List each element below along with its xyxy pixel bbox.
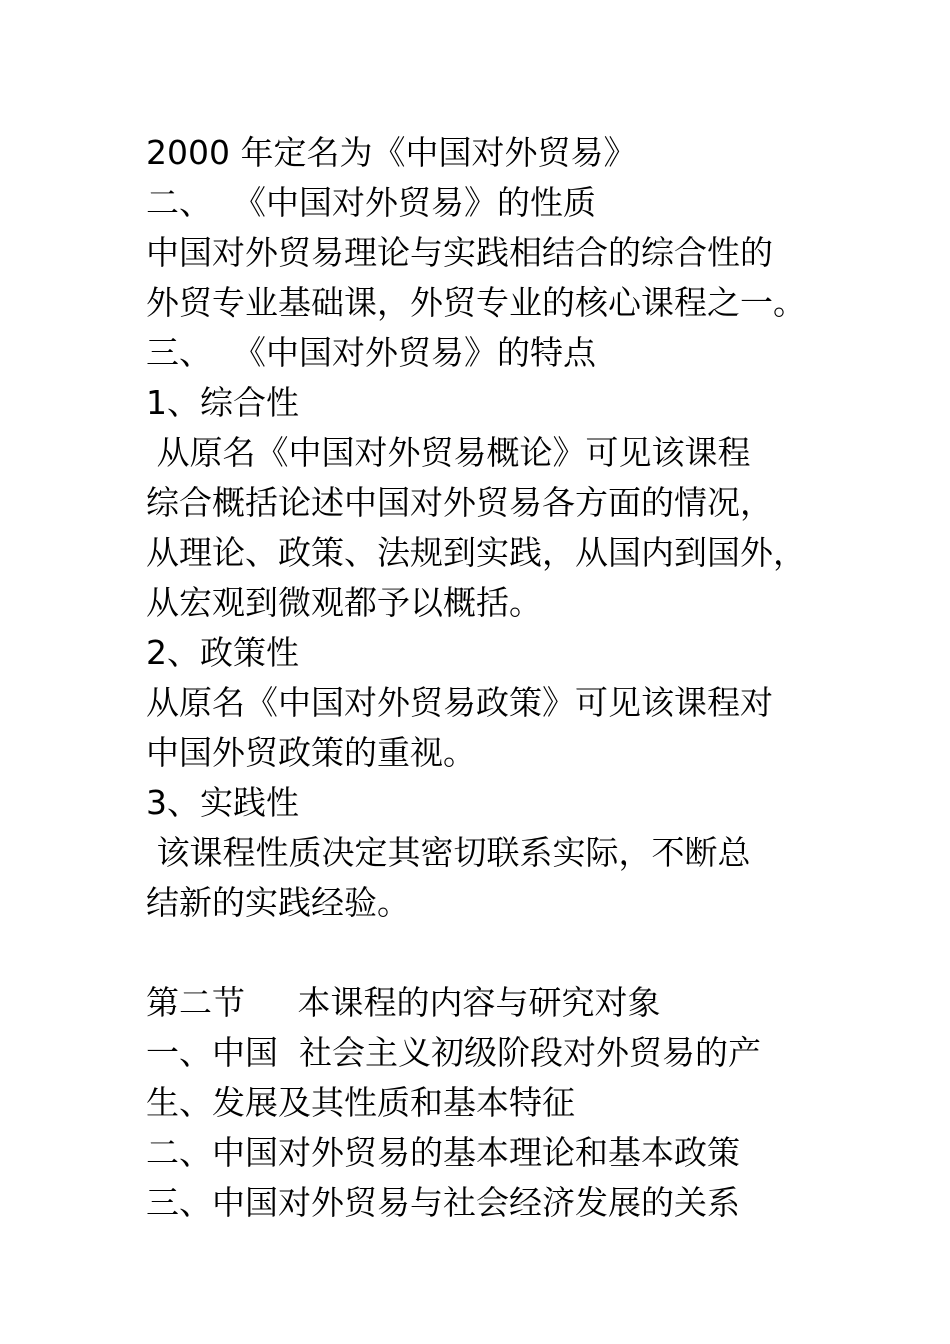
section-heading: 第二节 本课程的内容与研究对象 bbox=[146, 983, 661, 1022]
text-line-2: 二、 《中国对外贸易》的性质 bbox=[146, 183, 596, 222]
text-line-6: 1、综合性 bbox=[146, 383, 299, 422]
text-line-15: 该课程性质决定其密切联系实际，不断总 bbox=[146, 833, 751, 872]
text-line-20: 生、发展及其性质和基本特征 bbox=[146, 1083, 575, 1122]
text-line-12: 从原名《中国对外贸易政策》可见该课程对 bbox=[146, 683, 773, 722]
text-line-8: 综合概括论述中国对外贸易各方面的情况， bbox=[146, 483, 773, 522]
text-line-4: 外贸专业基础课，外贸专业的核心课程之一。 bbox=[146, 283, 806, 322]
text-line-19: 一、中国 社会主义初级阶段对外贸易的产 bbox=[146, 1033, 761, 1072]
text-line-11: 2、政策性 bbox=[146, 633, 299, 672]
text-line-1: 2000 年定名为《中国对外贸易》 bbox=[146, 133, 637, 172]
text-line-3: 中国对外贸易理论与实践相结合的综合性的 bbox=[146, 233, 773, 272]
text-line-21: 二、中国对外贸易的基本理论和基本政策 bbox=[146, 1133, 740, 1172]
text-line-16: 结新的实践经验。 bbox=[146, 883, 410, 922]
text-line-22: 三、中国对外贸易与社会经济发展的关系 bbox=[146, 1183, 740, 1222]
text-line-14: 3、实践性 bbox=[146, 783, 299, 822]
text-line-13: 中国外贸政策的重视。 bbox=[146, 733, 476, 772]
text-line-9: 从理论、政策、法规到实践，从国内到国外， bbox=[146, 533, 806, 572]
blank-line bbox=[146, 928, 846, 978]
text-line-7: 从原名《中国对外贸易概论》可见该课程 bbox=[146, 433, 751, 472]
document-body bbox=[146, 128, 846, 1228]
text-line-5: 三、 《中国对外贸易》的特点 bbox=[146, 333, 596, 372]
text-line-10: 从宏观到微观都予以概括。 bbox=[146, 583, 542, 622]
